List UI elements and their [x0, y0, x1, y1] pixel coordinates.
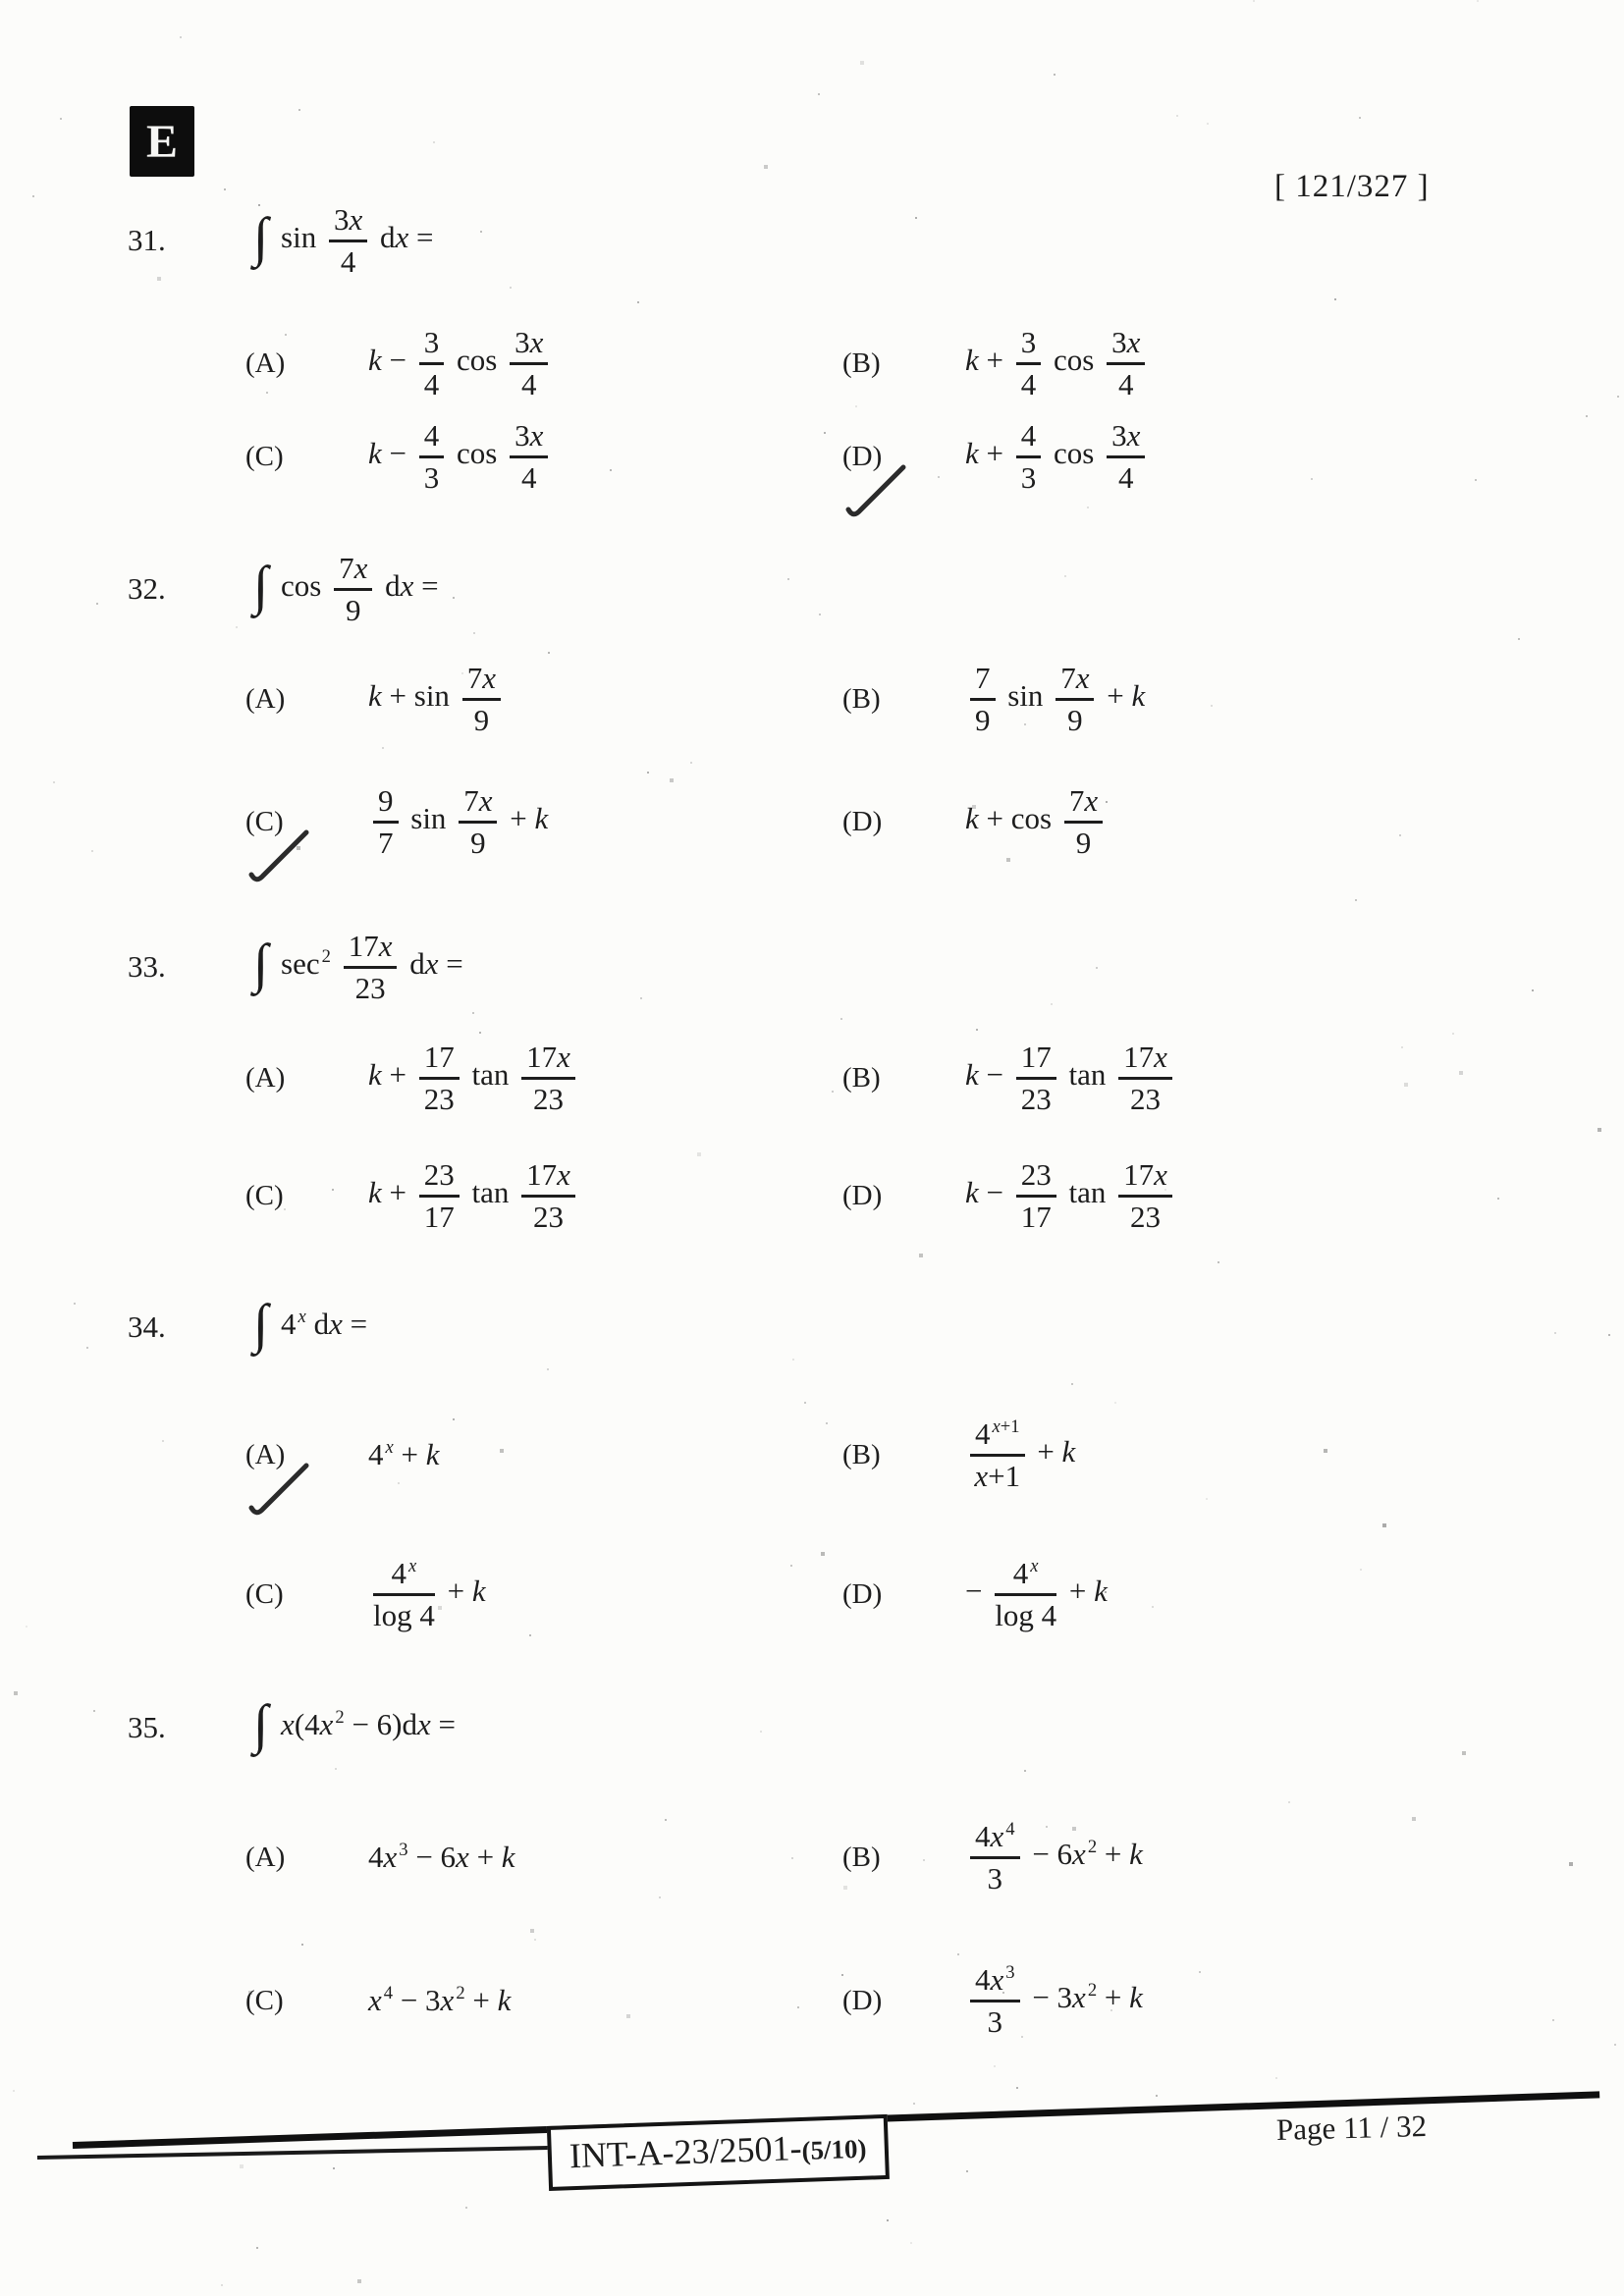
option-label-wrap	[842, 1439, 965, 1471]
pencil-check-mark	[247, 1461, 312, 1518]
option-label-wrap	[842, 683, 965, 716]
option-label: (D)	[842, 1577, 883, 1610]
option-expression: − $\frac{4 ^x}{\log 4}$ + k	[965, 1555, 1108, 1632]
integral-sign: ∫	[253, 555, 269, 616]
option-label-wrap	[245, 1439, 368, 1471]
option-A	[245, 1406, 815, 1504]
option-label: (B)	[842, 682, 881, 715]
option-label: (B)	[842, 1841, 881, 1873]
option-A	[245, 1029, 815, 1127]
integral-sign: ∫	[253, 1293, 269, 1355]
question-number: 33.	[128, 949, 166, 984]
option-C	[245, 1545, 815, 1643]
question-stem: ∫ sec $^2$ $\frac{17x}{23}$ dx =	[253, 929, 463, 1005]
option-expression: k + cos $\frac{7x}{9}$	[965, 784, 1108, 859]
question-number: 35.	[128, 1710, 166, 1744]
option-label: (B)	[842, 1438, 881, 1470]
question-number: 32.	[128, 571, 166, 606]
option-expression: k + $\frac{4}{3}$ cos $\frac{3x}{4}$	[965, 419, 1150, 494]
question-stem: ∫ sin $\frac{3x}{4}$ dx =	[253, 202, 434, 279]
question-stem-row	[0, 1273, 1473, 1381]
option-label-wrap	[245, 806, 368, 838]
option-expression: $\frac{9}{7}$ sin $\frac{7x}{9}$ + k	[368, 784, 548, 859]
option-expression: k + sin $\frac{7x}{9}$	[368, 662, 506, 736]
question-stem-row	[0, 913, 1473, 1021]
question-number: 31.	[128, 223, 166, 257]
integral-sign: ∫	[253, 1693, 269, 1755]
option-label: (A)	[245, 1841, 286, 1873]
option-expression: $\frac{4 ^{x+1}}{x+1}$ + k	[965, 1417, 1075, 1492]
option-label: (A)	[245, 347, 286, 379]
question-stem-row	[0, 535, 1473, 643]
option-B	[842, 314, 1471, 412]
booklet-code-box	[547, 2114, 890, 2191]
option-label-wrap	[245, 1985, 368, 2017]
option-label-wrap	[842, 441, 965, 473]
option-label-wrap	[245, 347, 368, 380]
option-B	[842, 650, 1471, 748]
option-expression: 4x $^3$ − 6x + k	[368, 1839, 515, 1875]
scan-noise	[0, 0, 2, 2]
option-expression: k − $\frac{23}{17}$ tan $\frac{17x}{23}$	[965, 1158, 1177, 1233]
option-label-wrap	[842, 1062, 965, 1095]
option-A	[245, 650, 815, 748]
question-stem: ∫ 4 $^x$ dx =	[253, 1293, 368, 1355]
option-label-wrap	[245, 441, 368, 473]
option-label-wrap	[245, 1180, 368, 1212]
option-expression: 4 $^x$ + k	[368, 1436, 440, 1472]
option-label-wrap	[245, 683, 368, 716]
option-label: (A)	[245, 682, 286, 715]
option-expression: $\frac{4x ^3}{3}$ − 3x $^2$ + k	[965, 1963, 1143, 2038]
option-expression: $\frac{4 ^x}{\log 4}$ + k	[373, 1555, 486, 1632]
option-B	[842, 1808, 1471, 1906]
option-label: (D)	[842, 1984, 883, 2016]
option-expression: k + $\frac{17}{23}$ tan $\frac{17x}{23}$	[368, 1041, 580, 1115]
option-D	[842, 773, 1471, 871]
footer-rule-left	[37, 2146, 568, 2160]
option-D	[842, 1545, 1471, 1643]
option-label: (D)	[842, 440, 883, 472]
booklet-code-suffix: (5/10)	[800, 2133, 867, 2165]
question-stem-row	[0, 187, 1473, 294]
question-stem-row	[0, 1674, 1473, 1782]
option-expression: $\frac{4x ^4}{3}$ − 6x $^2$ + k	[965, 1820, 1143, 1895]
option-label-wrap	[245, 1842, 368, 1874]
option-D	[842, 407, 1471, 506]
option-expression: k − $\frac{3}{4}$ cos $\frac{3x}{4}$	[368, 326, 553, 400]
booklet-code: INT-A-23/2501-	[568, 2127, 803, 2176]
option-label-wrap	[842, 1985, 965, 2017]
option-label: (D)	[842, 805, 883, 837]
option-expression: k + $\frac{23}{17}$ tan $\frac{17x}{23}$	[368, 1158, 580, 1233]
option-label: (C)	[245, 440, 284, 472]
option-B	[842, 1029, 1471, 1127]
option-expression: k − $\frac{17}{23}$ tan $\frac{17x}{23}$	[965, 1041, 1177, 1115]
option-A	[245, 1808, 815, 1906]
integral-sign: ∫	[253, 933, 269, 994]
option-C	[245, 773, 815, 871]
option-label: (C)	[245, 805, 284, 837]
option-label: (B)	[842, 1061, 881, 1094]
option-expression: k + $\frac{3}{4}$ cos $\frac{3x}{4}$	[965, 326, 1150, 400]
option-label: (A)	[245, 1061, 286, 1094]
option-A	[245, 314, 815, 412]
version-badge: E	[130, 106, 194, 177]
option-label-wrap	[842, 806, 965, 838]
option-label-wrap	[245, 1062, 368, 1095]
option-expression: k − $\frac{4}{3}$ cos $\frac{3x}{4}$	[368, 419, 553, 494]
question-stem: ∫ cos $\frac{7x}{9}$ dx =	[253, 551, 439, 627]
pencil-check-mark	[247, 828, 312, 884]
integral-sign: ∫	[253, 206, 269, 268]
option-B	[842, 1406, 1471, 1504]
page-number: Page 11 / 32	[1275, 2109, 1428, 2147]
question-number: 34.	[128, 1309, 166, 1344]
option-D	[842, 1147, 1471, 1245]
option-label: (C)	[245, 1984, 284, 2016]
option-expression: $\frac{7}{9}$ sin $\frac{7x}{9}$ + k	[965, 662, 1145, 736]
option-expression: x $^4$ − 3x $^2$ + k	[368, 1982, 512, 2018]
question-stem: ∫ x(4x $^2$ − 6)dx =	[253, 1693, 457, 1755]
option-label: (D)	[842, 1179, 883, 1211]
option-C	[245, 1951, 815, 2050]
option-C	[245, 1147, 815, 1245]
option-C	[245, 407, 815, 506]
option-D	[842, 1951, 1471, 2050]
option-label-wrap	[842, 1180, 965, 1212]
option-label-wrap	[842, 347, 965, 380]
pencil-check-mark	[844, 462, 909, 519]
option-label: (C)	[245, 1577, 284, 1610]
option-label: (A)	[245, 1438, 286, 1470]
option-label-wrap	[245, 1578, 368, 1611]
option-label: (C)	[245, 1179, 284, 1211]
option-label-wrap	[842, 1842, 965, 1874]
option-label-wrap	[842, 1578, 965, 1611]
paper-code: [ 121/327 ]	[1274, 169, 1430, 204]
option-label: (B)	[842, 347, 881, 379]
